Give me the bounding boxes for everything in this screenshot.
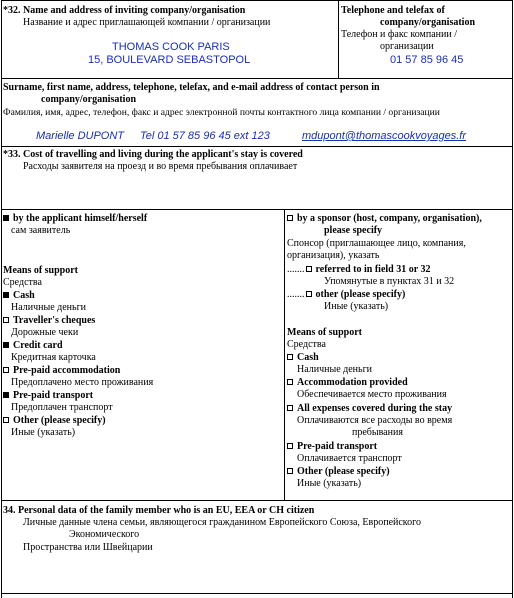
left-means-label: Credit card xyxy=(13,340,63,351)
left-means-label: Cash xyxy=(13,290,35,301)
s33-title-ru: Расходы заявителя на проезд и во время пребывания оплачивает xyxy=(23,161,298,172)
sponsor-option-ru-2: организация), указать xyxy=(287,250,380,261)
left-means-label: Pre-paid accommodation xyxy=(13,365,121,376)
applicant-checkbox[interactable] xyxy=(3,215,9,221)
right-means-label-ru: Наличные деньги xyxy=(297,364,373,375)
company-name: THOMAS COOK PARIS xyxy=(112,41,230,53)
phone-title-2: company/organisation xyxy=(380,17,476,28)
right-means-checkbox[interactable] xyxy=(287,468,293,474)
row-line-1 xyxy=(1,78,513,79)
right-means-label-ru: Оплачиваются все расходы во время xyxy=(297,415,453,426)
applicant-option[interactable]: by the applicant himself/herself xyxy=(3,213,147,225)
row-line-3 xyxy=(1,209,513,210)
left-means-checkbox[interactable] xyxy=(3,367,9,373)
contact-title-1: Surname, first name, address, telephone, telefax, and e-mail address of contact person in xyxy=(3,82,380,93)
phone-title-1: Telephone and telefax of xyxy=(341,5,445,16)
left-means-checkbox[interactable] xyxy=(3,317,9,323)
left-means-label: Pre-paid transport xyxy=(13,390,94,401)
referred-option[interactable]: ....... referred to in field 31 or 32 xyxy=(287,264,431,275)
other-sponsor-option[interactable]: ....... other (please specify) xyxy=(287,289,406,300)
left-means-checkbox[interactable] xyxy=(3,392,9,398)
left-means-option[interactable] xyxy=(3,315,95,327)
right-means-label: Cash xyxy=(297,352,319,363)
sponsor-checkbox[interactable] xyxy=(287,215,293,221)
left-means-checkbox[interactable] xyxy=(3,342,9,348)
left-means-title: Means of support xyxy=(3,265,79,276)
company-address: 15, BOULEVARD SEBASTOPOL xyxy=(88,54,251,66)
row-line-5 xyxy=(1,593,513,594)
contact-title-ru: Фамилия, имя, адрес, телефон, факс и адрес электронной почты контактного лица компании / организации xyxy=(3,107,440,118)
s32-title-ru: Название и адрес приглашающей компании / организации xyxy=(23,17,271,28)
left-means-label: Other (please specify) xyxy=(13,415,106,426)
right-means-checkbox[interactable] xyxy=(287,405,293,411)
sponsor-option-ru-1: Спонсор (приглашающее лицо, компания, xyxy=(287,238,466,249)
divider-32 xyxy=(338,0,339,78)
referred-option-ru: Упомянутые в пунктах 31 и 32 xyxy=(324,276,455,287)
left-means-option[interactable] xyxy=(3,390,93,402)
sponsor-option-2: please specify xyxy=(324,225,383,236)
right-means-label-ru: Оплачивается транспорт xyxy=(297,453,402,464)
left-means-option[interactable] xyxy=(3,290,35,302)
referred-checkbox[interactable] xyxy=(306,266,312,272)
left-means-label-ru: Предоплачено место проживания xyxy=(11,377,154,388)
left-means-option[interactable] xyxy=(3,365,120,377)
left-means-label-ru: Дорожные чеки xyxy=(11,327,79,338)
right-means-checkbox[interactable] xyxy=(287,443,293,449)
right-means-label: Other (please specify) xyxy=(297,466,390,477)
right-means-title-ru: Средства xyxy=(287,339,326,350)
applicant-option-ru: сам заявитель xyxy=(11,225,71,236)
s34-ru-3: Пространства или Швейцарии xyxy=(23,542,153,553)
frame-right xyxy=(512,0,513,598)
row-line-4 xyxy=(1,500,513,501)
s32-title: *32. Name and address of inviting company/organisation xyxy=(3,5,246,16)
left-means-checkbox[interactable] xyxy=(3,292,9,298)
contact-title-2: company/organisation xyxy=(41,94,137,105)
left-means-option[interactable] xyxy=(3,340,63,352)
left-means-label-ru: Иные (указать) xyxy=(11,427,76,438)
left-means-option[interactable] xyxy=(3,415,106,427)
right-means-label-ru-2: пребывания xyxy=(352,427,403,438)
right-means-label-ru: Иные (указать) xyxy=(297,478,362,489)
divider-33 xyxy=(284,209,285,500)
contact-tel: Tel 01 57 85 96 45 ext 123 xyxy=(140,130,270,142)
left-means-title-ru: Средства xyxy=(3,277,42,288)
sponsor-option[interactable]: by a sponsor (host, company, organisation), xyxy=(287,213,482,225)
phone-title-ru-1: Телефон и факс компании / xyxy=(341,29,457,40)
left-means-checkbox[interactable] xyxy=(3,417,9,423)
left-means-label-ru: Предоплачен транспорт xyxy=(11,402,113,413)
frame-left xyxy=(1,0,2,598)
phone-title-ru-2: организации xyxy=(380,41,434,52)
company-phone: 01 57 85 96 45 xyxy=(390,54,464,66)
left-means-label: Traveller's cheques xyxy=(13,315,96,326)
s34-ru-1: Личные данные члена семьи, являющегося гражданином Европейского Союза, Европейского xyxy=(23,517,421,528)
right-means-title: Means of support xyxy=(287,327,363,338)
right-means-label: All expenses covered during the stay xyxy=(297,403,453,414)
row-line-2 xyxy=(1,146,513,147)
right-means-label: Accommodation provided xyxy=(297,377,408,388)
right-means-option[interactable] xyxy=(287,441,377,453)
frame-top xyxy=(1,0,513,1)
right-means-option[interactable] xyxy=(287,377,408,389)
s33-title: *33. Cost of travelling and living during the applicant's stay is covered xyxy=(3,149,303,160)
right-means-checkbox[interactable] xyxy=(287,354,293,360)
right-means-checkbox[interactable] xyxy=(287,379,293,385)
right-means-option[interactable] xyxy=(287,403,452,415)
right-means-label-ru: Обеспечивается место проживания xyxy=(297,389,447,400)
s34-title: 34. Personal data of the family member who is an EU, EEA or CH citizen xyxy=(3,505,315,516)
right-means-label: Pre-paid transport xyxy=(297,441,378,452)
left-means-label-ru: Кредитная карточка xyxy=(11,352,96,363)
other-sponsor-option-ru: Иные (указать) xyxy=(324,301,389,312)
left-means-label-ru: Наличные деньги xyxy=(11,302,87,313)
contact-email[interactable]: mdupont@thomascookvoyages.fr xyxy=(302,130,467,142)
contact-name: Marielle DUPONT xyxy=(36,130,125,142)
right-means-option[interactable] xyxy=(287,352,319,364)
right-means-option[interactable] xyxy=(287,466,390,478)
s34-ru-2: Экономического xyxy=(69,529,140,540)
other-sponsor-checkbox[interactable] xyxy=(306,291,312,297)
